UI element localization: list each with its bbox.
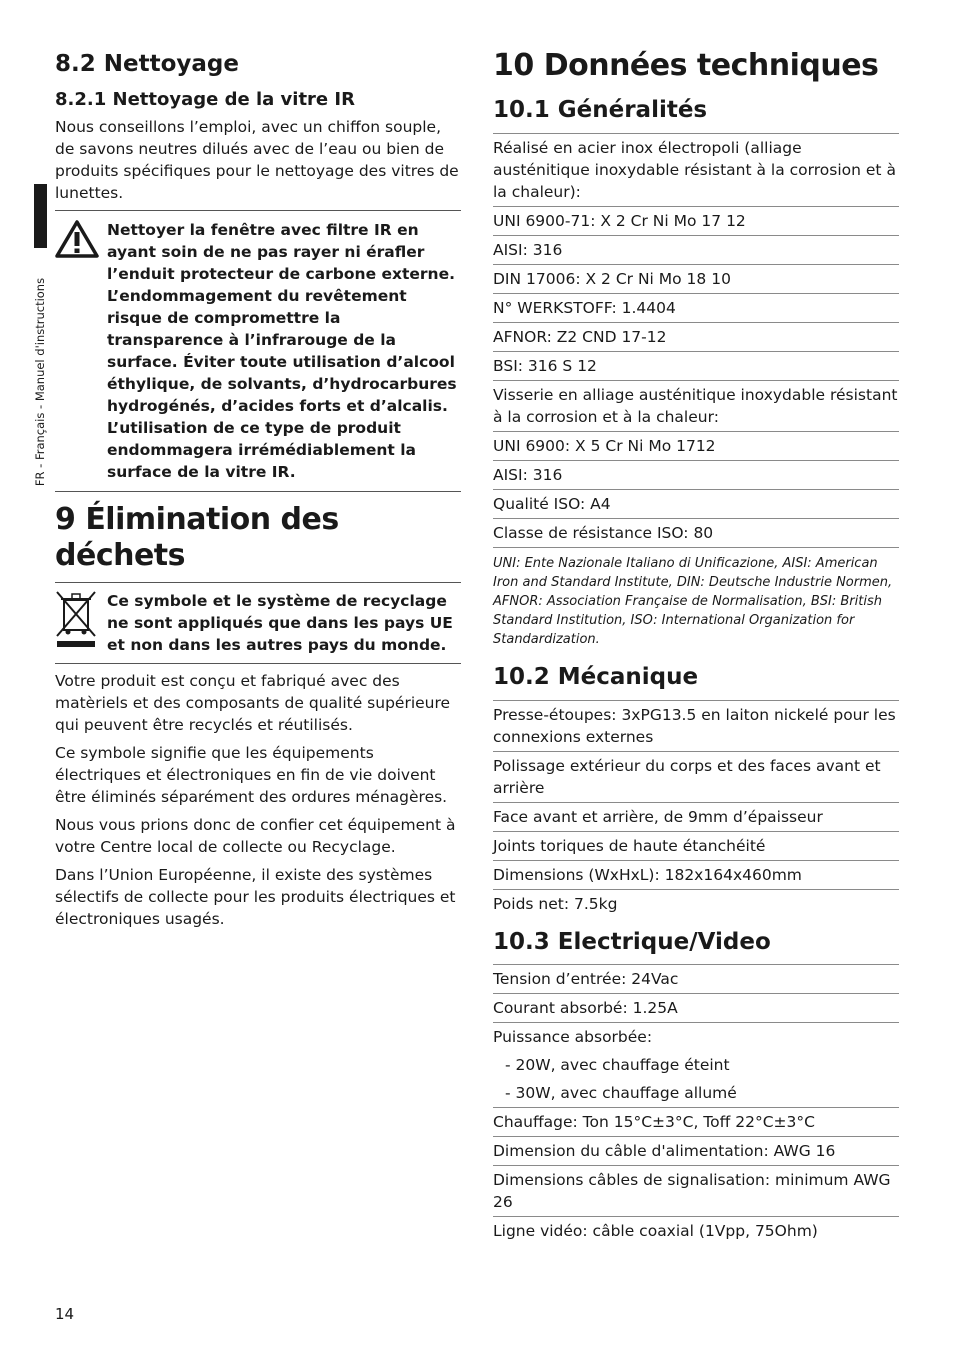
section-10-1-title: 10.1 Généralités — [493, 97, 708, 123]
spec-row: Tension d’entrée: 24Vac — [493, 965, 899, 994]
weee-notice — [55, 583, 461, 663]
section-10-3-title: 10.3 Electrique/Video — [493, 928, 771, 955]
spec-row: BSI: 316 S 12 — [493, 352, 899, 381]
spec-row: AISI: 316 — [493, 461, 899, 490]
spec-row: DIN 17006: X 2 Cr Ni Mo 18 10 — [493, 265, 899, 294]
general-specs-table — [493, 133, 899, 548]
spec-row: Courant absorbé: 1.25A — [493, 994, 899, 1023]
electrical-specs-table — [493, 964, 899, 1245]
standards-footnote: UNI: Ente Nazionale Italiano di Unificazione, AISI: American Iron and Standard Institute, DIN: Deutsche Industrie Normen, AFNOR: Association Française de Normalisation, BSI: British Standard Institution, ISO: International Organization for Standardization. — [493, 555, 893, 647]
spec-row: Face avant et arrière, de 9mm d’épaisseur — [493, 803, 899, 832]
spec-row: - 20W, avec chauffage éteint — [505, 1056, 730, 1075]
cleaning-paragraph: Nous conseillons l’emploi, avec un chiffon souple, de savons neutres dilués avec de l’eau ou bien de produits spécifiques pour le nettoyage des vitres de lunettes. — [55, 118, 459, 203]
spec-row: Polissage extérieur du corps et des faces avant et arrière — [493, 752, 899, 803]
spec-row: Presse-étoupes: 3xPG13.5 en laiton nickelé pour les connexions externes — [493, 701, 899, 752]
spec-row: Dimensions câbles de signalisation: minimum AWG 26 — [493, 1166, 899, 1217]
spec-row: Dimension du câble d'alimentation: AWG 16 — [493, 1137, 899, 1166]
spec-row: UNI 6900: X 5 Cr Ni Mo 1712 — [493, 432, 899, 461]
section-8-2-1-title: 8.2.1 Nettoyage de la vitre IR — [55, 88, 355, 110]
spec-row: Puissance absorbée: — [493, 1028, 653, 1047]
warning-text: Nettoyer la fenêtre avec filtre IR en ayant soin de ne pas rayer ni érafler l’enduit protecteur de carbone externe. L’endommagement du revêtement risque de compromettre la transparence à l’infrarouge de la surface. Éviter toute utilisation d’alcool éthylique, de solvants, d’hydrocarbures hydrogénés, d’acides forts et d’alcalis. L’utilisation de ce type de produit endommagera irrémédiablement la surface de la vitre IR. — [107, 221, 457, 482]
divider — [55, 491, 461, 492]
spec-row: - 30W, avec chauffage allumé — [493, 1079, 899, 1108]
spec-row: Ligne vidéo: câble coaxial (1Vpp, 75Ohm) — [493, 1222, 818, 1241]
spec-row: AISI: 316 — [493, 236, 899, 265]
spec-row: Joints toriques de haute étanchéité — [493, 832, 899, 861]
disposal-paragraph: Ce symbole signifie que les équipements électriques et électroniques en fin de vie doivent être éliminés séparément des ordures ménagères. — [55, 744, 448, 807]
section-8-2-title: 8.2 Nettoyage — [55, 51, 239, 77]
spec-row: Chauffage: Ton 15°C±3°C, Toff 22°C±3°C — [493, 1108, 899, 1137]
side-language-label: FR - Français - Manuel d'instructions — [33, 277, 47, 487]
section-10-2-title: 10.2 Mécanique — [493, 663, 699, 690]
spec-row: Réalisé en acier inox électropoli (alliage austénitique inoxydable résistant à la corrosion et à la chaleur): — [493, 134, 899, 207]
spec-row: AFNOR: Z2 CND 17-12 — [493, 323, 899, 352]
warning-triangle-icon — [55, 219, 107, 483]
left-column — [55, 50, 461, 936]
side-tab-marker — [34, 184, 47, 248]
page-number: 14 — [55, 1305, 75, 1323]
section-9-title: 9 Élimination des déchets — [55, 502, 339, 574]
spec-row: Poids net: 7.5kg — [493, 894, 618, 913]
spec-row: N° WERKSTOFF: 1.4404 — [493, 294, 899, 323]
spec-row: UNI 6900-71: X 2 Cr Ni Mo 17 12 — [493, 207, 899, 236]
spec-row: Classe de résistance ISO: 80 — [493, 519, 899, 548]
disposal-paragraph: Dans l’Union Européenne, il existe des systèmes sélectifs de collecte pour les produits électriques et électroniques usagés. — [55, 866, 456, 929]
warning-box — [55, 211, 461, 491]
right-column — [493, 48, 899, 1245]
weee-text: Ce symbole et le système de recyclage ne sont appliqués que dans les pays UE et non dans les autres pays du monde. — [107, 592, 453, 655]
section-10-title: 10 Données techniques — [493, 48, 879, 83]
crossed-bin-icon — [55, 590, 107, 656]
spec-row: Visserie en alliage austénitique inoxydable résistant à la corrosion et à la chaleur: — [493, 381, 899, 432]
spec-row: Qualité ISO: A4 — [493, 490, 899, 519]
spec-row: Dimensions (WxHxL): 182x164x460mm — [493, 861, 899, 890]
disposal-paragraph: Nous vous prions donc de confier cet équipement à votre Centre local de collecte ou Recyclage. — [55, 816, 456, 857]
mechanical-specs-table — [493, 700, 899, 918]
divider — [55, 663, 461, 664]
disposal-paragraph: Votre produit est conçu et fabriqué avec des matèriels et des composants de qualité supérieure qui peuvent être recyclés et réutilisés. — [55, 672, 451, 735]
